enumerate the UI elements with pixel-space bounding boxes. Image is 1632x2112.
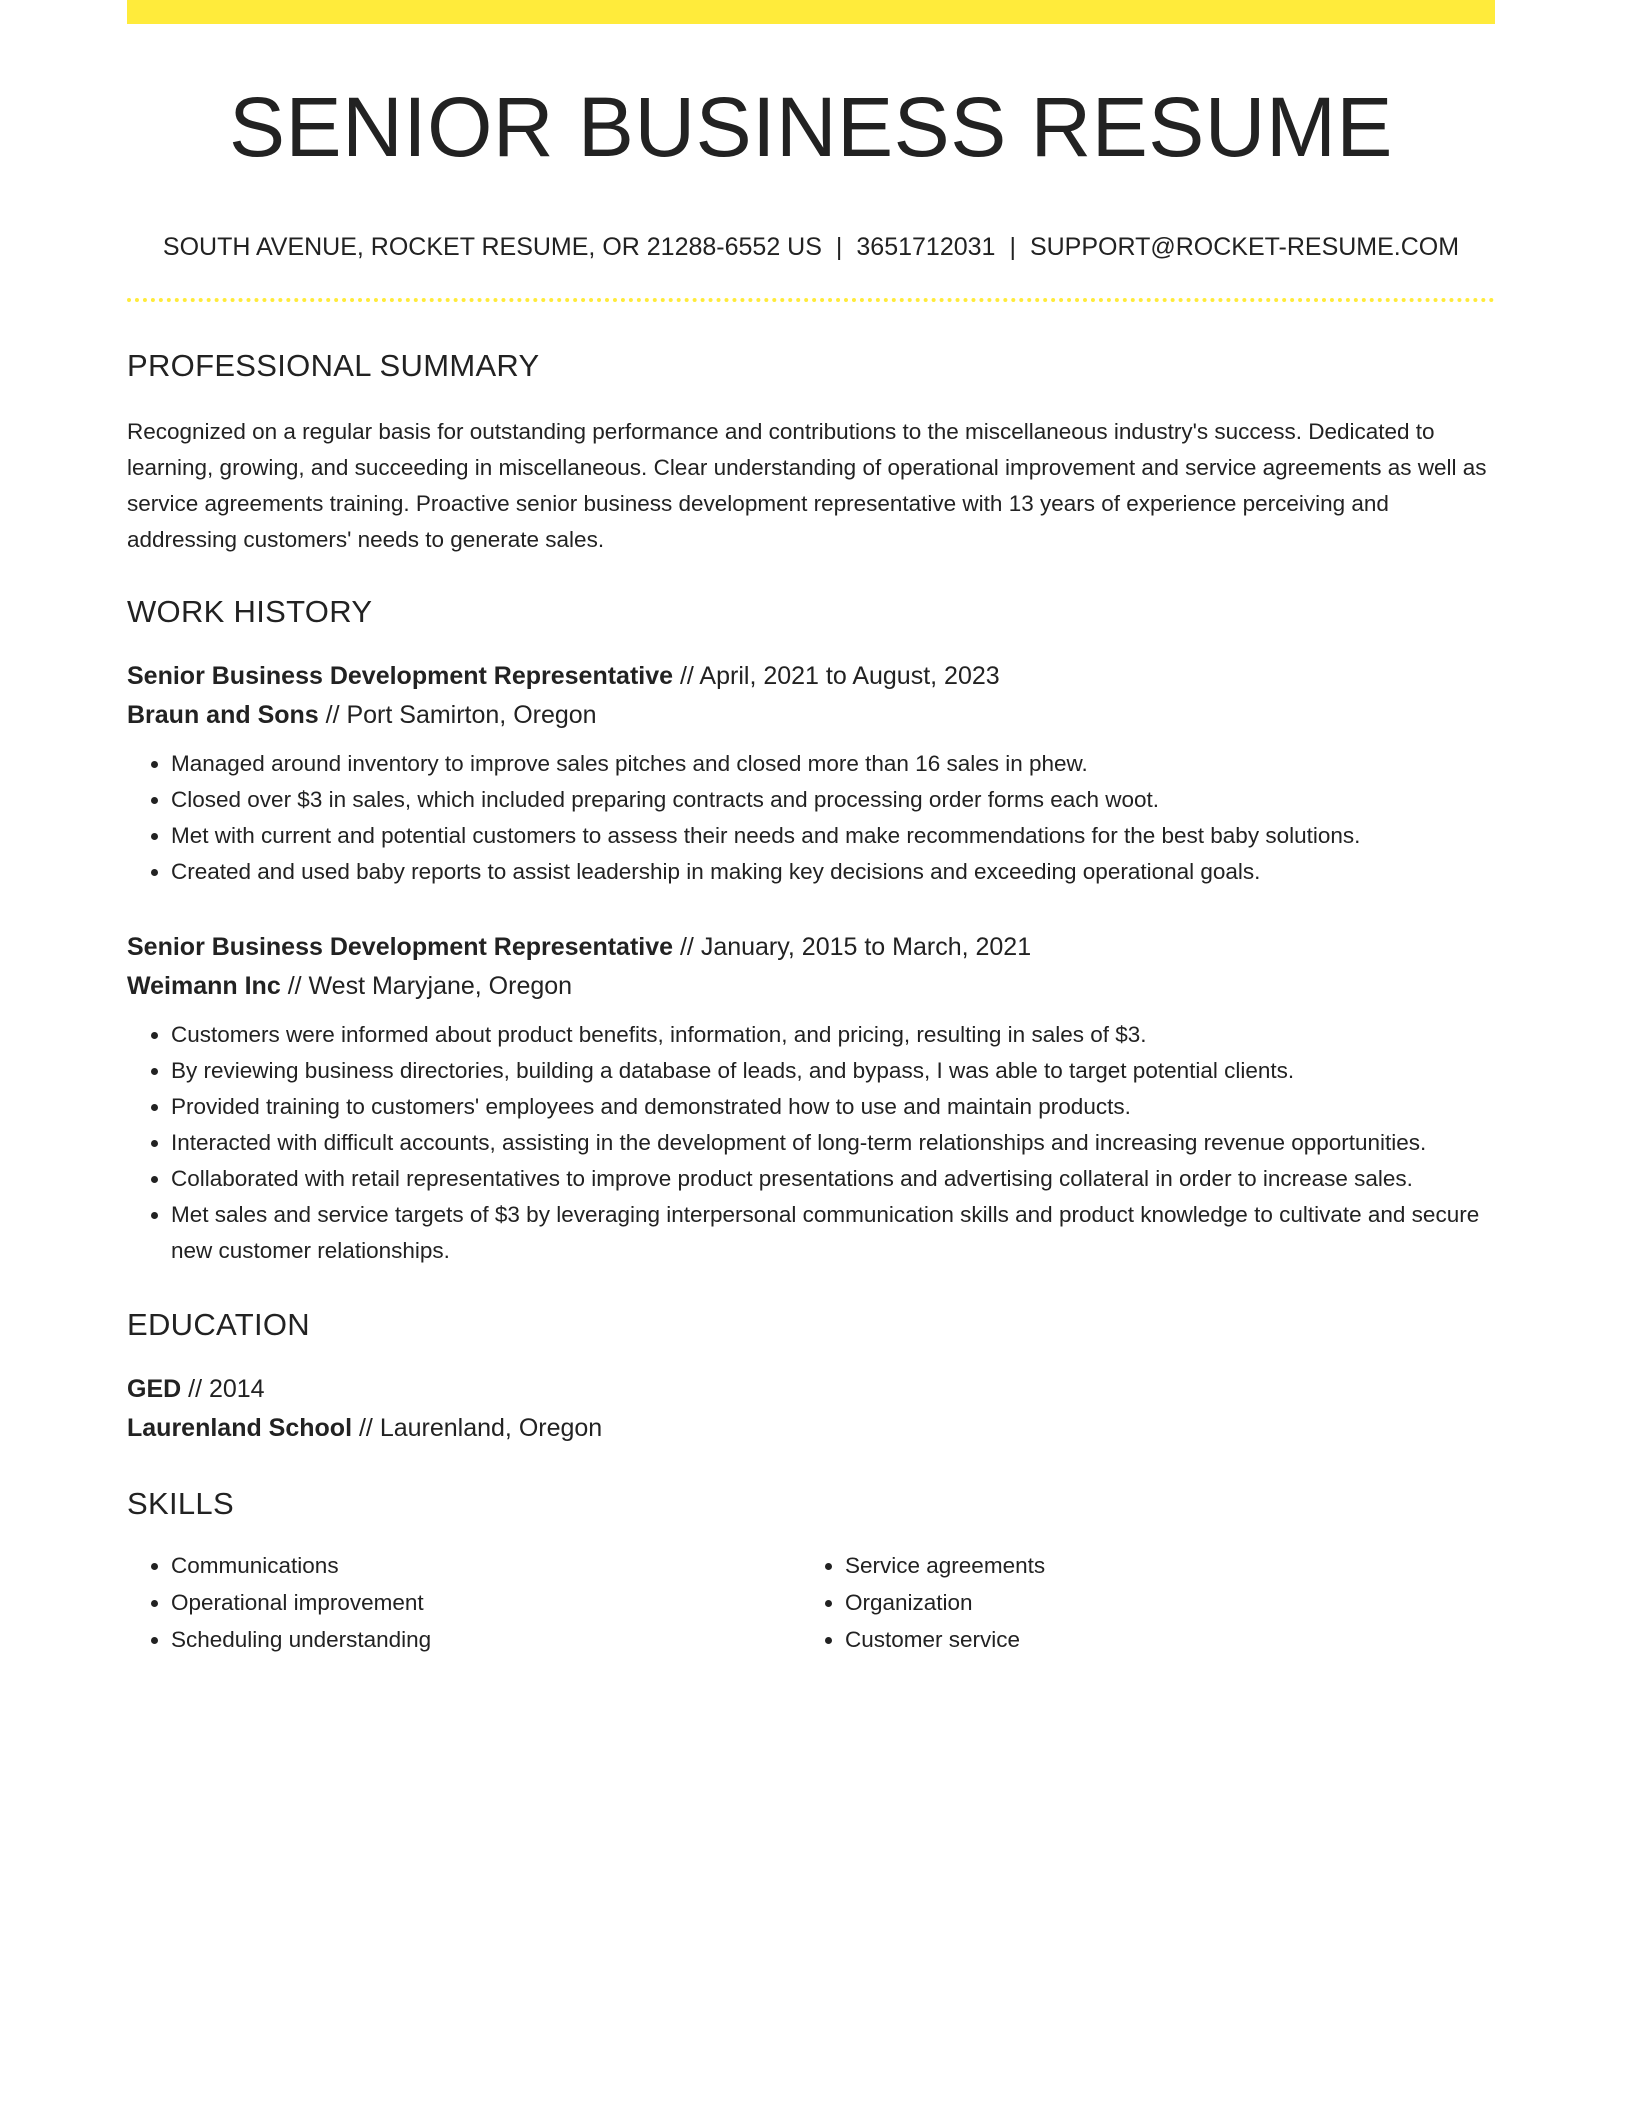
job-bullets xyxy=(127,1017,1495,1269)
summary-text: Recognized on a regular basis for outstanding performance and contributions to the miscellaneous industry's success. Dedicated to learning, growing, and succeeding in miscellaneous. Clear understanding of operational improvement and service agreements as well as service agreements training. Proactive senior business development representative with 13 years of experience perceiving and addressing customers' needs to generate sales. xyxy=(127,419,1487,552)
education-year: // 2014 xyxy=(181,1375,265,1403)
job-role-line xyxy=(127,657,1495,696)
job-bullet: • Managed around inventory to improve sales pitches and closed more than 16 sales in phew. xyxy=(171,746,1495,782)
job-bullet: • Met with current and potential customers to assess their needs and make recommendations for the best baby solutions. xyxy=(171,818,1495,854)
contact-separator: | xyxy=(1009,233,1016,261)
job-dates: // April, 2021 to August, 2023 xyxy=(673,662,1000,690)
skill-item: • Organization xyxy=(845,1584,1475,1621)
job-bullet: • Provided training to customers' employees and demonstrated how to use and maintain products. xyxy=(171,1089,1495,1125)
job-role: Senior Business Development Representative xyxy=(127,662,674,690)
skills-grid xyxy=(127,1547,1495,1658)
job-location: // Port Samirton, Oregon xyxy=(318,701,597,729)
job-company: Weimann Inc xyxy=(127,972,281,1000)
resume-title: SENIOR BUSINESS RESUME xyxy=(229,80,1393,174)
accent-bar xyxy=(127,0,1495,24)
contact-separator: | xyxy=(835,233,843,261)
job-entry xyxy=(127,928,1495,1269)
education-degree-line xyxy=(127,1370,1495,1409)
skills-column-right xyxy=(801,1547,1475,1658)
contact-phone: 3651712031 xyxy=(856,233,996,261)
resume-page xyxy=(127,0,1495,1658)
contact-line xyxy=(127,235,1495,260)
job-company-line xyxy=(127,696,1495,735)
contact-email: SUPPORT@ROCKET-RESUME.COM xyxy=(1029,233,1460,261)
job-bullet: • Created and used baby reports to assist leadership in making key decisions and exceeding operational goals. xyxy=(171,854,1495,890)
education-location: // Laurenland, Oregon xyxy=(352,1414,603,1442)
education-degree: GED xyxy=(127,1375,182,1403)
job-bullet: • By reviewing business directories, building a database of leads, and bypass, I was able to target potential clients. xyxy=(171,1053,1495,1089)
job-company: Braun and Sons xyxy=(127,701,319,729)
summary-heading: PROFESSIONAL SUMMARY xyxy=(127,348,540,383)
skill-item: • Scheduling understanding xyxy=(171,1621,801,1658)
education-heading: EDUCATION xyxy=(127,1307,310,1342)
education-school: Laurenland School xyxy=(127,1414,353,1442)
job-bullet: • Customers were informed about product benefits, information, and pricing, resulting in sales of $3. xyxy=(171,1017,1495,1053)
skill-item: • Service agreements xyxy=(845,1547,1475,1584)
job-entry xyxy=(127,657,1495,890)
work-history-heading: WORK HISTORY xyxy=(127,594,373,629)
job-company-line xyxy=(127,967,1495,1006)
skill-item: • Customer service xyxy=(845,1621,1475,1658)
skill-item: • Communications xyxy=(171,1547,801,1584)
dotted-divider xyxy=(127,298,1495,302)
job-location: // West Maryjane, Oregon xyxy=(280,972,573,1000)
job-dates: // January, 2015 to March, 2021 xyxy=(673,933,1032,961)
contact-address: SOUTH AVENUE, ROCKET RESUME, OR 21288-6552 US xyxy=(162,233,822,261)
job-role-line xyxy=(127,928,1495,967)
job-bullets xyxy=(127,746,1495,890)
job-bullet: • Closed over $3 in sales, which included preparing contracts and processing order forms each woot. xyxy=(171,782,1495,818)
job-bullet: • Collaborated with retail representatives to improve product presentations and advertising collateral in order to increase sales. xyxy=(171,1161,1495,1197)
skill-item: • Operational improvement xyxy=(171,1584,801,1621)
job-bullet: • Interacted with difficult accounts, assisting in the development of long-term relationships and increasing revenue opportunities. xyxy=(171,1125,1495,1161)
skills-column-left xyxy=(127,1547,801,1658)
job-role: Senior Business Development Representative xyxy=(127,933,674,961)
education-school-line xyxy=(127,1409,1495,1448)
job-bullet: • Met sales and service targets of $3 by leveraging interpersonal communication skills and product knowledge to cultivate and secure new customer relationships. xyxy=(171,1197,1495,1269)
skills-heading: SKILLS xyxy=(127,1486,234,1521)
education-entry xyxy=(127,1370,1495,1448)
